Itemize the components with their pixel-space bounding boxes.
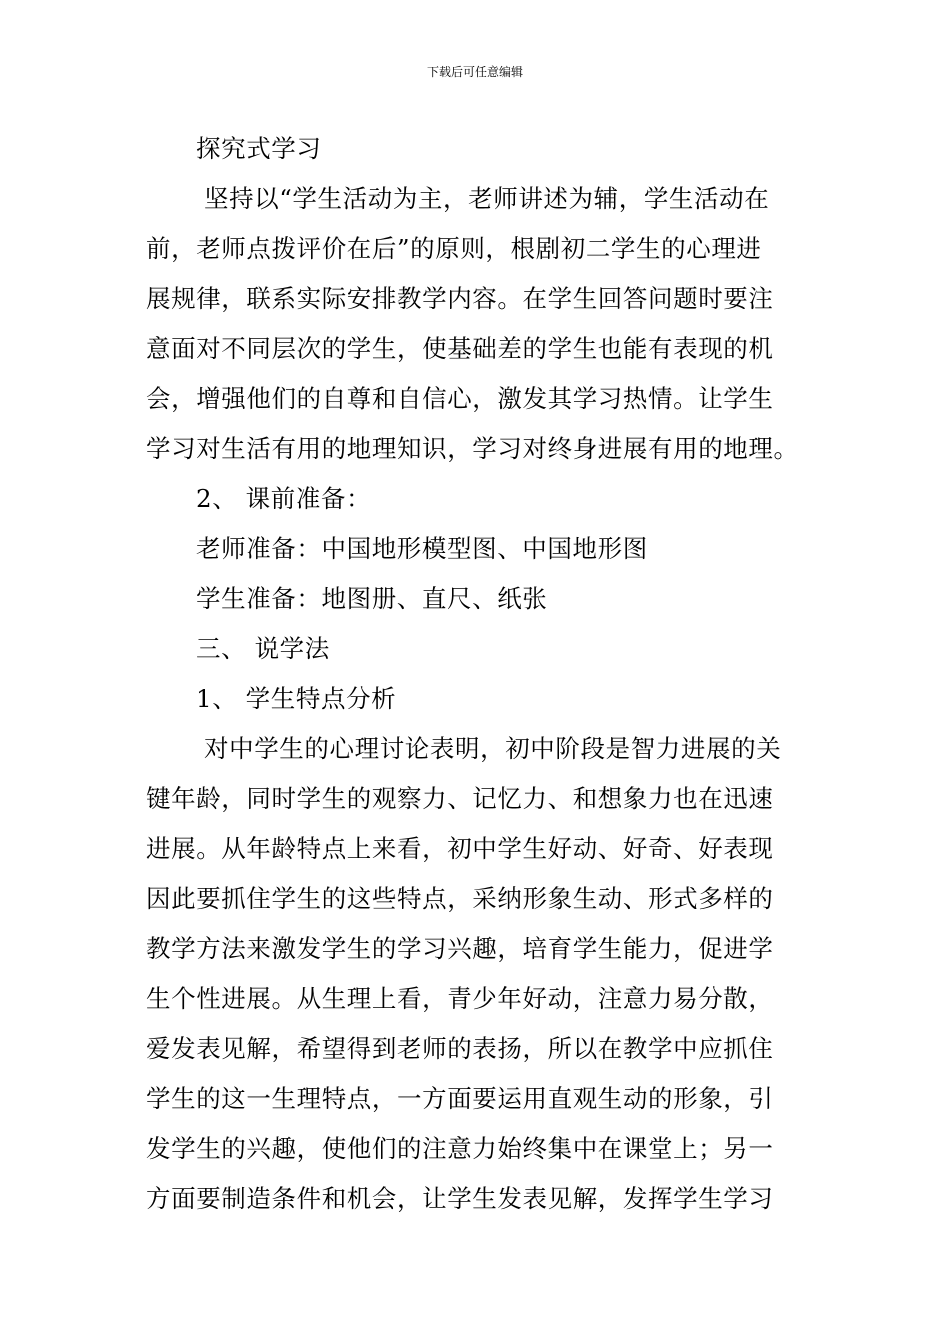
paragraph-line: 进展。从年龄特点上来看，初中学生好动、好奇、好表现 <box>146 834 774 863</box>
paragraph-line: 意面对不同层次的学生，使基础差的学生也能有表现的机 <box>146 334 774 363</box>
paragraph-line: 会，增强他们的自尊和自信心，激发其学习热情。让学生 <box>146 384 774 413</box>
paragraph-line: 老师准备：中国地形模型图、中国地形图 <box>196 534 648 563</box>
paragraph-line: 教学方法来激发学生的学习兴趣，培育学生能力，促进学 <box>146 934 774 963</box>
paragraph-line: 探究式学习 <box>196 134 322 163</box>
paragraph-line: 发学生的兴趣，使他们的注意力始终集中在课堂上；另一 <box>146 1134 774 1163</box>
paragraph-line: 因此要抓住学生的这些特点，采纳形象生动、形式多样的 <box>146 884 774 913</box>
section-heading: 1、 学生特点分析 <box>196 684 397 713</box>
paragraph-line: 生个性进展。从生理上看，青少年好动，注意力易分散， <box>146 984 774 1013</box>
paragraph-line: 爱发表见解，希望得到老师的表扬，所以在教学中应抓住 <box>146 1034 774 1063</box>
page-header: 下载后可任意编辑 <box>426 65 523 79</box>
paragraph-line: 学习对生活有用的地理知识，学习对终身进展有用的地理。 <box>146 434 799 463</box>
section-heading: 三、 说学法 <box>196 634 330 663</box>
document-body <box>146 124 810 1224</box>
paragraph-line: 前，老师点拨评价在后”的原则，根剧初二学生的心理进 <box>146 234 762 263</box>
paragraph-line: 键年龄，同时学生的观察力、记忆力、和想象力也在迅速 <box>146 784 774 813</box>
section-heading: 2、 课前准备： <box>196 484 372 513</box>
paragraph-line: 坚持以“学生活动为主，老师讲述为辅，学生活动在 <box>204 184 770 213</box>
paragraph-line: 学生的这一生理特点，一方面要运用直观生动的形象，引 <box>146 1084 774 1113</box>
paragraph-line: 对中学生的心理讨论表明，初中阶段是智力进展的关 <box>204 734 782 763</box>
paragraph-line: 学生准备：地图册、直尺、纸张 <box>196 584 548 613</box>
paragraph-line: 展规律，联系实际安排教学内容。在学生回答问题时要注 <box>146 284 774 313</box>
paragraph-line: 方面要制造条件和机会，让学生发表见解，发挥学生学习 <box>146 1184 774 1213</box>
